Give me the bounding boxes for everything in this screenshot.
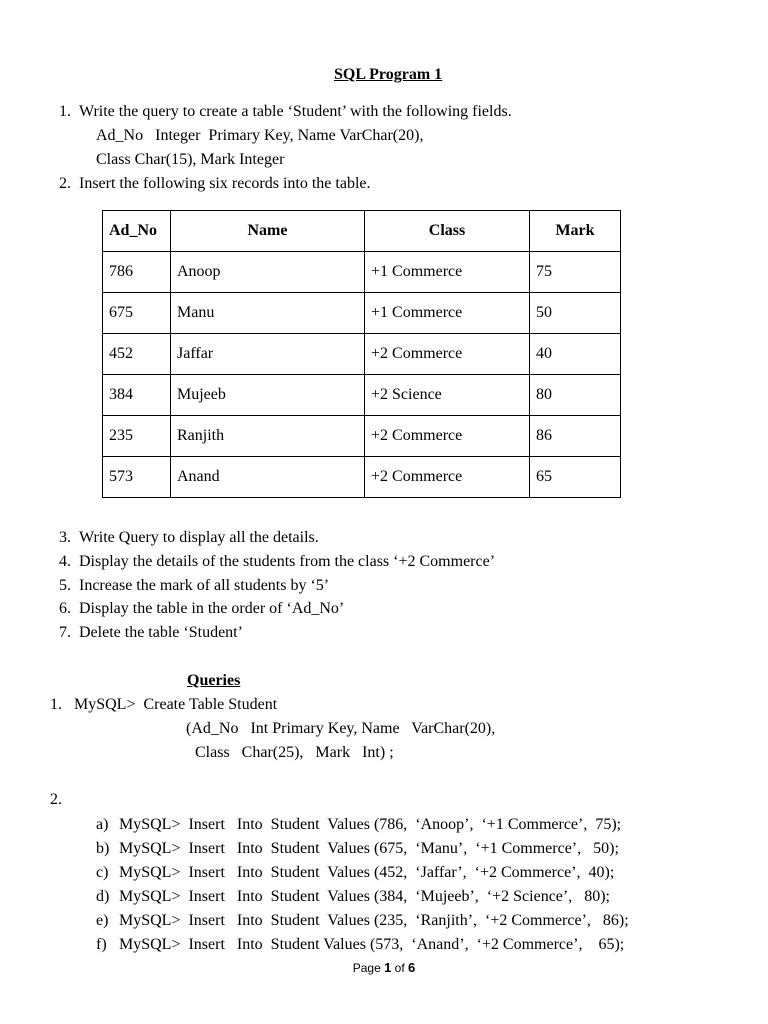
cell-mark: 40	[530, 334, 621, 375]
cell-name: Jaffar	[171, 334, 365, 375]
query-item-letter: e)	[96, 912, 109, 929]
table-row	[103, 457, 621, 498]
task-text: Increase the mark of all students by ‘5’	[79, 577, 330, 594]
instruction-text: Write the query to create a table ‘Student’ with the following fields.	[79, 103, 512, 120]
footer-total-pages: 6	[408, 960, 416, 975]
instruction-text: Insert the following six records into the table.	[79, 175, 371, 192]
page-title: SQL Program 1	[334, 66, 443, 83]
cell-name: Ranjith	[171, 416, 365, 457]
query-number: 1.	[50, 696, 62, 713]
cell-ad-no: 384	[103, 375, 171, 416]
query-line: (Ad_No Int Primary Key, Name VarChar(20),	[186, 720, 496, 737]
task-number: 7.	[59, 624, 71, 641]
query-item-text: MySQL> Insert Into Student Values (675, ‘Manu’, ‘+1 Commerce’, 50);	[119, 840, 619, 857]
query-item-text: MySQL> Insert Into Student Values (384, ‘Mujeeb’, ‘+2 Science’, 80);	[119, 888, 610, 905]
task-text: Delete the table ‘Student’	[79, 624, 243, 641]
cell-class: +2 Commerce	[365, 334, 530, 375]
column-header-class: Class	[365, 211, 530, 252]
task-number: 3.	[59, 529, 71, 546]
query-item-letter: f)	[96, 936, 107, 953]
column-header-mark: Mark	[530, 211, 621, 252]
cell-ad-no: 786	[103, 252, 171, 293]
footer-of-label: of	[394, 961, 405, 975]
cell-mark: 75	[530, 252, 621, 293]
table-row	[103, 252, 621, 293]
query-item-letter: d)	[96, 888, 110, 905]
footer-current-page: 1	[384, 960, 392, 975]
column-header-name: Name	[171, 211, 365, 252]
cell-mark: 65	[530, 457, 621, 498]
query-item-text: MySQL> Insert Into Student Values (786, ‘Anoop’, ‘+1 Commerce’, 75);	[119, 816, 622, 833]
cell-name: Mujeeb	[171, 375, 365, 416]
cell-ad-no: 452	[103, 334, 171, 375]
cell-ad-no: 675	[103, 293, 171, 334]
student-table	[102, 210, 621, 498]
instruction-number: 1.	[59, 103, 71, 120]
cell-ad-no: 235	[103, 416, 171, 457]
task-number: 4.	[59, 553, 71, 570]
task-text: Write Query to display all the details.	[79, 529, 319, 546]
instruction-number: 2.	[59, 175, 71, 192]
query-item-text: MySQL> Insert Into Student Values (573, ‘Anand’, ‘+2 Commerce’, 65);	[119, 936, 625, 953]
page-footer	[0, 959, 768, 977]
query-line: MySQL> Create Table Student	[74, 696, 278, 713]
table-row	[103, 334, 621, 375]
query-item-text: MySQL> Insert Into Student Values (235, ‘Ranjith’, ‘+2 Commerce’, 86);	[119, 912, 629, 929]
query-item-letter: a)	[96, 816, 109, 833]
instruction-text: Class Char(15), Mark Integer	[96, 151, 285, 168]
task-text: Display the details of the students from the class ‘+2 Commerce’	[79, 553, 496, 570]
task-number: 5.	[59, 577, 71, 594]
cell-class: +2 Commerce	[365, 457, 530, 498]
table-row	[103, 416, 621, 457]
cell-mark: 80	[530, 375, 621, 416]
footer-page-label: Page	[352, 961, 381, 975]
cell-name: Anoop	[171, 252, 365, 293]
table-header-row	[103, 211, 621, 252]
cell-class: +2 Science	[365, 375, 530, 416]
task-number: 6.	[59, 600, 71, 617]
queries-heading: Queries	[187, 672, 241, 689]
cell-name: Manu	[171, 293, 365, 334]
cell-class: +2 Commerce	[365, 416, 530, 457]
cell-mark: 86	[530, 416, 621, 457]
cell-ad-no: 573	[103, 457, 171, 498]
task-text: Display the table in the order of ‘Ad_No’	[79, 600, 345, 617]
cell-class: +1 Commerce	[365, 293, 530, 334]
table-row	[103, 375, 621, 416]
cell-class: +1 Commerce	[365, 252, 530, 293]
column-header-ad-no: Ad_No	[103, 211, 171, 252]
query-item-letter: c)	[96, 864, 109, 881]
query-item-letter: b)	[96, 840, 110, 857]
query-item-text: MySQL> Insert Into Student Values (452, ‘Jaffar’, ‘+2 Commerce’, 40);	[119, 864, 615, 881]
cell-mark: 50	[530, 293, 621, 334]
query-line: Class Char(25), Mark Int) ;	[195, 744, 394, 761]
table-row	[103, 293, 621, 334]
instruction-text: Ad_No Integer Primary Key, Name VarChar(20),	[96, 127, 424, 144]
query-number: 2.	[50, 791, 62, 808]
cell-name: Anand	[171, 457, 365, 498]
